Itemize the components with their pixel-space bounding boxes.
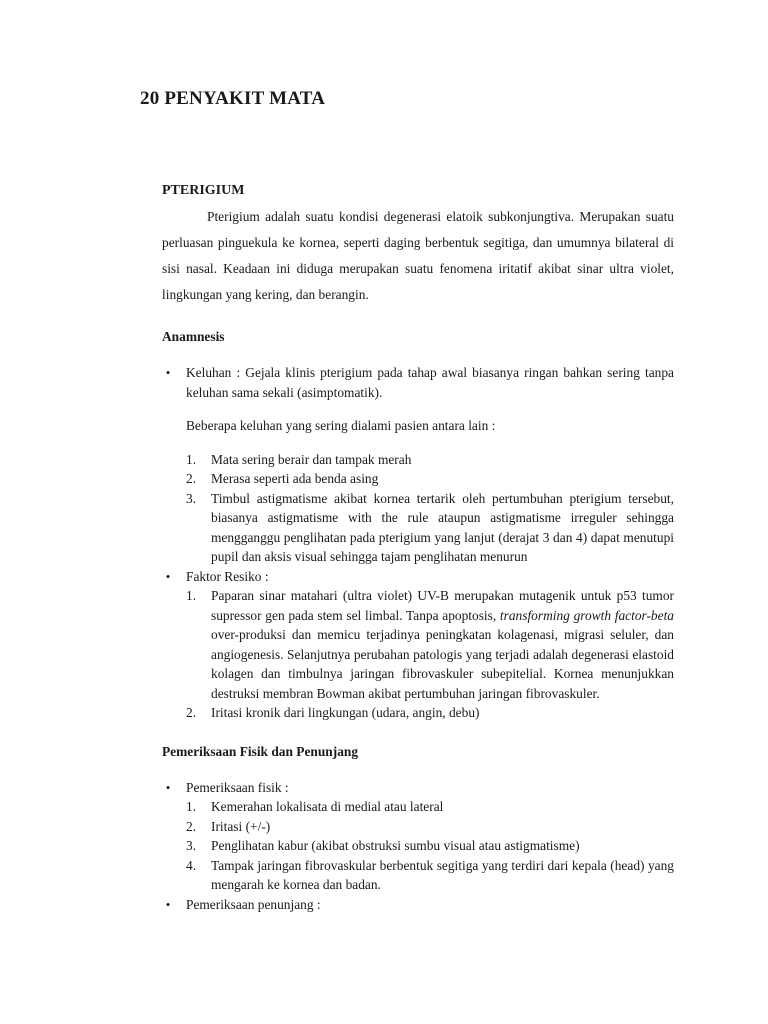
section-heading: PTERIGIUM xyxy=(162,183,245,198)
item-number: 2. xyxy=(186,471,197,486)
item-number: 1. xyxy=(186,451,197,467)
faktor-list xyxy=(186,586,674,723)
bullet-icon: • xyxy=(165,896,171,912)
fisik-list xyxy=(186,797,674,895)
bullet-icon: • xyxy=(165,779,171,795)
item-number: 2. xyxy=(186,818,197,834)
keluhan-text: Keluhan : Gejala klinis pterigium pada tahap awal biasanya ringan bahkan sering tanpa keluhan sama sekali (asimptomatik). xyxy=(186,365,674,400)
pemeriksaan-heading: Pemeriksaan Fisik dan Penunjang xyxy=(162,743,359,759)
list-item xyxy=(186,836,674,856)
document-body xyxy=(162,182,674,914)
item-text: Iritasi kronik dari lingkungan (udara, angin, debu) xyxy=(211,705,480,720)
list-item xyxy=(186,489,674,567)
list-item xyxy=(162,363,674,567)
item-text: Iritasi (+/-) xyxy=(211,818,271,834)
item-number: 2. xyxy=(186,705,197,720)
anamnesis-list xyxy=(162,363,674,723)
keluhan-list xyxy=(186,450,674,567)
list-item xyxy=(162,567,674,723)
item-text: Timbul astigmatisme akibat kornea tertarik oleh pertumbuhan pterigium tersebut, biasanya astigmatisme with the rule ataupun astigmatisme irreguler sehingga mengganggu penglihatan pada pterigium yang lanjut (derajat 3 dan 4) dapat menutupi pupil dan aksis visual sehingga tajam penglihatan menurun xyxy=(211,490,674,564)
list-item xyxy=(162,778,674,895)
list-item xyxy=(162,895,674,915)
penunjang-heading: Pemeriksaan penunjang : xyxy=(186,896,321,912)
item-text-part: Paparan sinar matahari (ultra violet) UV-B merupakan mutagenik untuk p53 tumor supressor gen pada stem sel limbal. Tanpa apoptosis, xyxy=(211,588,674,623)
list-item xyxy=(186,469,674,489)
list-item xyxy=(186,450,674,470)
list-item xyxy=(186,586,674,703)
faktor-heading: Faktor Resiko : xyxy=(186,568,269,584)
item-number: 3. xyxy=(186,838,197,853)
pemeriksaan-list xyxy=(162,778,674,915)
fisik-heading: Pemeriksaan fisik : xyxy=(186,779,289,795)
item-text: Tampak jaringan fibrovaskular berbentuk segitiga yang terdiri dari kepala (head) yang mengarah ke kornea dan badan. xyxy=(211,857,674,892)
italic-term: transforming growth factor-beta xyxy=(499,607,674,623)
page-title: 20 PENYAKIT MATA xyxy=(140,88,326,109)
list-item xyxy=(186,856,674,895)
item-number: 3. xyxy=(186,490,197,506)
item-number: 1. xyxy=(186,588,197,603)
anamnesis-heading: Anamnesis xyxy=(162,329,225,344)
item-text xyxy=(211,586,674,703)
item-text: Kemerahan lokalisata di medial atau lateral xyxy=(211,799,444,814)
keluhan-note: Beberapa keluhan yang sering dialami pasien antara lain : xyxy=(186,418,496,433)
bullet-icon: • xyxy=(165,365,171,380)
list-item xyxy=(186,817,674,837)
item-text-part: over-produksi dan memicu terjadinya peningkatan kolagenasi, migrasi seluler, dan angiogenesis. Selanjutnya perubahan patologis yang terjadi adalah degenerasi elastoid kolagen dan timbulnya jaringan fibrovaskuler subepitelial. Kornea menunjukkan destruksi membran Bowman akibat pertumbuhan jaringan fibrovaskuler. xyxy=(211,627,674,701)
item-text: Mata sering berair dan tampak merah xyxy=(211,451,412,467)
item-text: Penglihatan kabur (akibat obstruksi sumbu visual atau astigmatisme) xyxy=(211,838,580,853)
intro-paragraph: Pterigium adalah suatu kondisi degenerasi elatoik subkonjungtiva. Merupakan suatu perluasan pinguekula ke kornea, seperti daging berbentuk segitiga, dan umumnya bilateral di sisi nasal. Keadaan ini diduga merupakan suatu fenomena iritatif akibat sinar ultra violet, lingkungan yang kering, dan berangin. xyxy=(162,209,674,302)
item-text: Merasa seperti ada benda asing xyxy=(211,471,379,486)
list-item xyxy=(186,703,674,723)
list-item xyxy=(186,797,674,817)
item-number: 4. xyxy=(186,857,197,873)
bullet-icon: • xyxy=(165,568,171,584)
item-number: 1. xyxy=(186,799,197,814)
